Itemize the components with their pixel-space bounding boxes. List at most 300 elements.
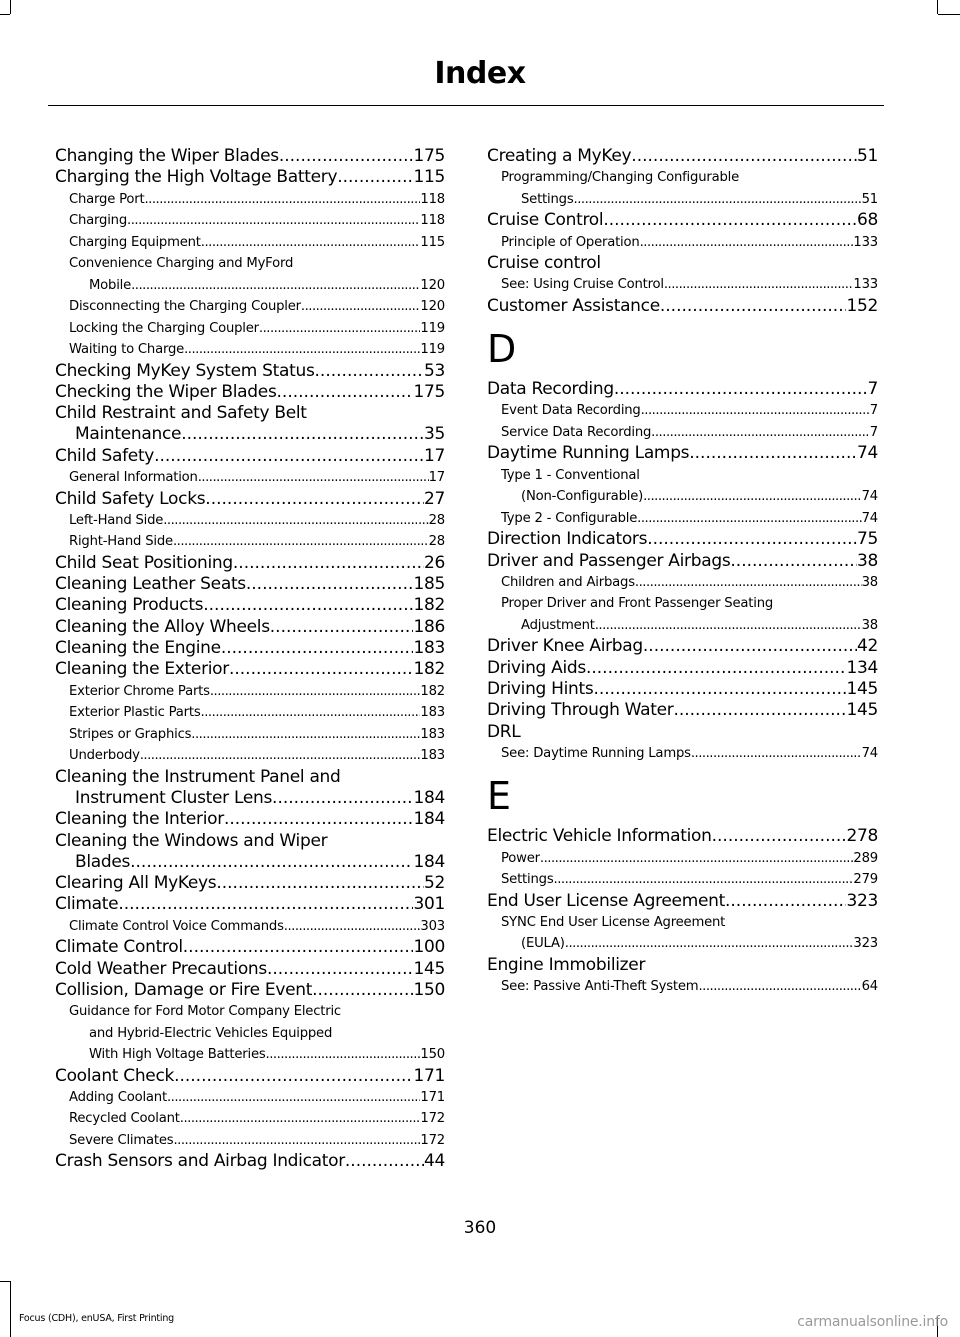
entry-row [69, 531, 445, 553]
index-entry[interactable] [55, 1151, 445, 1172]
page-ref[interactable]: 303 [420, 918, 445, 934]
index-entry[interactable] [55, 403, 445, 446]
dot-leader [337, 167, 413, 188]
index-subentry[interactable] [487, 232, 878, 254]
page-ref[interactable]: 145 [846, 678, 878, 699]
page-ref[interactable]: 118 [420, 213, 445, 229]
dot-leader [167, 1087, 420, 1109]
entry-text: Children and Airbags [501, 574, 635, 590]
entry-row [55, 894, 445, 915]
dot-leader [315, 361, 424, 382]
page-ref[interactable]: 100 [413, 937, 445, 958]
crop-mark-top-right [937, 0, 938, 14]
page-ref[interactable]: 182 [413, 659, 445, 680]
index-entry[interactable] [55, 1066, 445, 1087]
entry-text: Driver and Passenger Airbags [487, 550, 731, 571]
index-subentry[interactable] [487, 400, 878, 422]
entry-row [69, 296, 445, 318]
entry-text: Child Safety Locks [55, 488, 206, 509]
index-entry[interactable] [487, 658, 878, 679]
index-entry[interactable] [55, 446, 445, 467]
index-subentry[interactable] [55, 1087, 445, 1109]
entry-row [69, 210, 445, 232]
page-ref[interactable]: 152 [846, 295, 878, 316]
entry-text-line: Proper Driver and Front Passenger Seating [501, 596, 774, 612]
entry-text: End User License Agreement [487, 890, 725, 911]
entry-row [501, 743, 878, 765]
page-ref[interactable]: 183 [413, 638, 445, 659]
entry-row [487, 443, 878, 464]
entry-row [487, 658, 878, 679]
page-ref[interactable]: 150 [413, 979, 445, 1000]
entry-row [55, 361, 445, 382]
index-entry[interactable] [55, 937, 445, 958]
entry-text: Electric Vehicle Information [487, 826, 712, 847]
entry-text-line: Cleaning the Windows and Wiper [55, 830, 328, 851]
index-entry[interactable] [487, 379, 878, 400]
dot-leader [259, 318, 421, 340]
page-ref[interactable]: 119 [420, 320, 445, 336]
page-ref[interactable]: 133 [853, 277, 878, 293]
entry-text: Driving Aids [487, 657, 586, 678]
entry-row [55, 638, 445, 659]
page-ref[interactable]: 119 [420, 342, 445, 358]
index-subentry[interactable] [487, 743, 878, 765]
entry-row [501, 232, 878, 254]
dot-leader [163, 510, 428, 532]
dot-leader [140, 745, 421, 767]
page-ref[interactable]: 38 [861, 574, 878, 590]
index-subentry[interactable] [55, 189, 445, 211]
index-entry[interactable] [487, 296, 878, 317]
dot-leader [267, 959, 413, 980]
index-entry[interactable] [55, 595, 445, 616]
entry-text: Checking the Wiper Blades [55, 381, 277, 402]
dot-leader [565, 933, 854, 955]
entry-row [501, 508, 878, 530]
page-ref[interactable]: 279 [853, 872, 878, 888]
index-subentry[interactable] [55, 210, 445, 232]
entry-row [487, 826, 878, 847]
page-ref[interactable]: 28 [428, 534, 445, 550]
entry-text: Right-Hand Side [69, 534, 173, 550]
entry-text: Disconnecting the Charging Coupler [69, 299, 301, 315]
page-ref[interactable]: 171 [413, 1065, 445, 1086]
dot-leader [647, 529, 857, 550]
dot-leader [593, 679, 846, 700]
entry-text: Collision, Damage or Fire Event [55, 979, 313, 1000]
index-entry[interactable] [55, 894, 445, 915]
page-ref[interactable]: 150 [420, 1047, 445, 1063]
index-entry[interactable] [487, 826, 878, 847]
page-ref[interactable]: 323 [853, 936, 878, 952]
index-subentry[interactable] [55, 467, 445, 489]
entry-text: Settings [501, 872, 554, 888]
index-subentry[interactable] [55, 232, 445, 254]
index-subentry[interactable] [55, 1130, 445, 1152]
page-ref[interactable]: 172 [420, 1111, 445, 1127]
index-entry[interactable] [487, 146, 878, 167]
entry-row [487, 296, 878, 317]
entry-text: Climate [55, 894, 119, 915]
index-subentry[interactable] [487, 848, 878, 870]
index-subentry[interactable] [487, 912, 878, 955]
page-ref[interactable]: 171 [420, 1089, 445, 1105]
page-ref[interactable]: 145 [413, 958, 445, 979]
dot-leader [131, 275, 420, 297]
entry-text: Clearing All MyKeys [55, 873, 217, 894]
entry-text: Customer Assistance [487, 295, 660, 316]
dot-leader [198, 467, 429, 489]
page-ref[interactable]: 323 [846, 890, 878, 911]
index-subentry[interactable] [55, 1108, 445, 1130]
page-ref[interactable]: 74 [856, 443, 878, 464]
entry-row [55, 1151, 445, 1172]
entry-text: Left-Hand Side [69, 512, 164, 528]
entry-row [69, 275, 445, 297]
entry-row [501, 615, 878, 637]
page-ref[interactable]: 186 [413, 616, 445, 637]
index-entry[interactable] [55, 638, 445, 659]
dot-leader [691, 743, 862, 765]
page-ref[interactable]: 185 [413, 574, 445, 595]
entry-text: Charge Port [69, 191, 145, 207]
entry-text: Power [501, 850, 540, 866]
entry-text: Adjustment [521, 617, 595, 633]
page-ref[interactable]: 183 [420, 705, 445, 721]
entry-row [501, 189, 878, 211]
entry-text: Principle of Operation [501, 234, 640, 250]
entry-text: Cruise Control [487, 210, 604, 231]
page-ref[interactable]: 183 [420, 726, 445, 742]
page-ref[interactable]: 74 [861, 489, 878, 505]
entry-row [55, 553, 445, 574]
index-entry[interactable] [55, 146, 445, 167]
crop-mark-top-right-h [938, 14, 960, 15]
dot-leader [173, 531, 429, 553]
index-subentry[interactable] [55, 253, 445, 296]
dot-leader [201, 232, 421, 254]
entry-row [69, 916, 445, 938]
index-entry[interactable] [55, 959, 445, 980]
entry-text-line: Guidance for Ford Motor Company Electric [69, 1004, 341, 1020]
entry-text-line: and Hybrid-Electric Vehicles Equipped [89, 1025, 333, 1041]
page-ref[interactable]: 172 [420, 1132, 445, 1148]
entry-text: Charging Equipment [69, 234, 201, 250]
index-subentry[interactable] [487, 508, 878, 530]
dot-leader [660, 296, 847, 317]
entry-text: With High Voltage Batteries [89, 1047, 266, 1063]
dot-leader [266, 1044, 421, 1066]
page-ref[interactable]: 278 [846, 826, 878, 847]
dot-leader [574, 189, 862, 211]
page-ref[interactable]: 115 [420, 234, 445, 250]
dot-leader [664, 274, 854, 296]
page-ref[interactable]: 74 [861, 745, 878, 761]
entry-row [487, 210, 878, 231]
index-subentry[interactable] [55, 681, 445, 703]
dot-leader [673, 700, 846, 721]
page-ref[interactable]: 120 [420, 299, 445, 315]
dot-leader [643, 486, 862, 508]
page-ref[interactable]: 145 [846, 700, 878, 721]
page-ref[interactable]: 184 [413, 787, 445, 808]
entry-text: Adding Coolant [69, 1089, 167, 1105]
page-ref[interactable]: 17 [428, 470, 445, 486]
dot-leader [277, 382, 414, 403]
entry-row [55, 1066, 445, 1087]
index-entry[interactable] [55, 574, 445, 595]
index-entry[interactable] [487, 636, 878, 657]
page-ref[interactable]: 134 [846, 657, 878, 678]
page-ref[interactable]: 184 [413, 851, 445, 872]
dot-leader [730, 551, 857, 572]
entry-text: Checking MyKey System Status [55, 360, 315, 381]
page-ref[interactable]: 27 [423, 488, 445, 509]
page-ref[interactable]: 51 [856, 146, 878, 166]
index-subentry[interactable] [487, 167, 878, 210]
index-entry[interactable] [55, 489, 445, 510]
page-ref[interactable]: 68 [856, 210, 878, 231]
dot-leader [651, 422, 870, 444]
dot-leader [640, 232, 854, 254]
index-subentry[interactable] [55, 510, 445, 532]
page-title: Index [434, 56, 526, 91]
index-subentry[interactable] [55, 916, 445, 938]
index-entry[interactable] [55, 873, 445, 894]
dot-leader [144, 189, 420, 211]
index-subentry[interactable] [55, 745, 445, 767]
entry-row [487, 146, 878, 167]
page-ref[interactable]: 44 [423, 1151, 445, 1172]
entry-text: See: Daytime Running Lamps [501, 745, 691, 761]
entry-row [501, 486, 878, 508]
entry-text: Changing the Wiper Blades [55, 146, 279, 166]
entry-row [501, 848, 878, 870]
index-entry[interactable] [55, 361, 445, 382]
index-subentry[interactable] [55, 318, 445, 340]
entry-text: Cleaning Products [55, 595, 204, 616]
page-ref[interactable]: 75 [856, 529, 878, 550]
entry-row [55, 959, 445, 980]
index-entry[interactable] [487, 529, 878, 550]
page-ref[interactable]: 7 [869, 424, 878, 440]
index-heading: Cruise control [487, 253, 601, 274]
entry-text: Stripes or Graphics [69, 726, 192, 742]
entry-row [69, 702, 445, 724]
dot-leader [603, 210, 857, 231]
entry-row [55, 167, 445, 188]
index-entry[interactable] [55, 382, 445, 403]
entry-text: Exterior Plastic Parts [69, 705, 201, 721]
dot-leader [270, 617, 414, 638]
index-entry[interactable] [55, 659, 445, 680]
entry-row [55, 809, 445, 830]
index-subentry[interactable] [487, 572, 878, 594]
index-entry[interactable] [55, 809, 445, 830]
index-entry[interactable] [55, 831, 445, 874]
page-ref[interactable]: 17 [423, 445, 445, 466]
index-entry[interactable] [487, 700, 878, 721]
index-subentry[interactable] [55, 339, 445, 361]
crop-mark-top-left [10, 0, 11, 14]
dot-leader [191, 724, 420, 746]
index-entry[interactable] [487, 551, 878, 572]
dot-leader [301, 296, 421, 318]
page-ref[interactable]: 120 [420, 277, 445, 293]
index-column-right [487, 146, 878, 998]
entry-row [501, 274, 878, 296]
entry-row [69, 1130, 445, 1152]
dot-leader [224, 809, 413, 830]
dot-leader [154, 446, 424, 467]
dot-leader [643, 636, 857, 657]
index-subentry[interactable] [487, 422, 878, 444]
entry-text: Creating a MyKey [487, 146, 632, 166]
index-entry[interactable] [487, 679, 878, 700]
entry-row [55, 937, 445, 958]
index-heading: Engine Immobilizer [487, 954, 646, 975]
dot-leader [118, 894, 413, 915]
entry-row [69, 745, 445, 767]
page-ref[interactable]: 52 [423, 873, 445, 894]
page-ref[interactable]: 26 [423, 552, 445, 573]
entry-row [487, 529, 878, 550]
entry-row [487, 700, 878, 721]
page-ref[interactable]: 133 [853, 234, 878, 250]
index-entry[interactable] [487, 210, 878, 231]
entry-text: Driving Hints [487, 678, 594, 699]
entry-text: Cleaning the Exterior [55, 659, 229, 680]
page-ref[interactable]: 51 [861, 191, 878, 207]
page-ref[interactable]: 38 [861, 617, 878, 633]
entry-text: See: Using Cruise Control [501, 277, 664, 293]
crop-mark-top-left-h [0, 14, 10, 15]
entry-text: Charging the High Voltage Battery [55, 167, 338, 188]
dot-leader [312, 980, 413, 1001]
index-subentry[interactable] [55, 702, 445, 724]
entry-text: Crash Sensors and Airbag Indicator [55, 1151, 345, 1172]
index-subentry[interactable] [487, 869, 878, 891]
entry-row [55, 617, 445, 638]
page-ref[interactable]: 7 [869, 403, 878, 419]
index-entry[interactable] [55, 167, 445, 188]
dot-leader [641, 400, 870, 422]
page-ref[interactable]: 53 [423, 360, 445, 381]
index-subentry[interactable] [487, 274, 878, 296]
page-ref[interactable]: 182 [413, 595, 445, 616]
page-number: 360 [463, 1218, 497, 1238]
entry-row [501, 400, 878, 422]
dot-leader [614, 379, 868, 400]
entry-text: Child Seat Positioning [55, 552, 233, 573]
entry-row [55, 852, 445, 873]
index-subentry[interactable] [487, 976, 878, 998]
index-entry[interactable] [55, 617, 445, 638]
dot-leader [229, 659, 413, 680]
entry-text: Coolant Check [55, 1065, 175, 1086]
page-ref[interactable]: 64 [861, 979, 878, 995]
page-ref[interactable]: 175 [413, 381, 445, 402]
index-subentry[interactable] [55, 1001, 445, 1066]
dot-leader [279, 146, 414, 167]
dot-leader [180, 1108, 421, 1130]
page-ref[interactable]: 115 [413, 167, 445, 188]
entry-row [501, 976, 878, 998]
entry-row [55, 489, 445, 510]
entry-row [501, 422, 878, 444]
entry-row [55, 424, 445, 445]
dot-leader [712, 826, 847, 847]
dot-leader [221, 638, 414, 659]
index-subentry[interactable] [487, 593, 878, 636]
entry-row [487, 551, 878, 572]
entry-row [501, 869, 878, 891]
entry-text: Cleaning Leather Seats [55, 574, 246, 595]
page-ref[interactable]: 301 [413, 894, 445, 915]
page-ref[interactable]: 42 [856, 636, 878, 657]
publication-info: Focus (CDH), enUSA, First Printing [19, 1313, 175, 1324]
entry-text-line: Programming/Changing Configurable [501, 170, 740, 186]
entry-text: Mobile [89, 277, 132, 293]
entry-text: Child Safety [55, 445, 155, 466]
page-ref[interactable]: 74 [861, 510, 878, 526]
index-subentry[interactable] [55, 531, 445, 553]
page-ref[interactable]: 7 [867, 379, 878, 400]
entry-text: Underbody [69, 748, 140, 764]
entry-row [55, 788, 445, 809]
page-ref[interactable]: 182 [420, 683, 445, 699]
dot-leader [130, 852, 413, 873]
index-entry[interactable] [55, 553, 445, 574]
index-entry[interactable] [487, 443, 878, 464]
page-ref[interactable]: 28 [428, 512, 445, 528]
entry-text: See: Passive Anti-Theft System [501, 979, 699, 995]
entry-row [69, 189, 445, 211]
index-entry[interactable] [55, 767, 445, 810]
index-subentry[interactable] [55, 724, 445, 746]
section-letter: E [487, 774, 512, 819]
page-ref[interactable]: 38 [856, 550, 878, 571]
entry-text: Maintenance [75, 424, 182, 445]
index-subentry[interactable] [487, 465, 878, 508]
index-entry[interactable] [487, 891, 878, 912]
page-ref[interactable]: 183 [420, 748, 445, 764]
entry-row [487, 636, 878, 657]
page-ref[interactable]: 35 [423, 424, 445, 445]
dot-leader [284, 916, 421, 938]
page-ref[interactable]: 118 [420, 191, 445, 207]
entry-row [487, 891, 878, 912]
entry-text: Exterior Chrome Parts [69, 683, 210, 699]
entry-text: Cold Weather Precautions [55, 958, 267, 979]
entry-row [69, 318, 445, 340]
page-ref[interactable]: 184 [413, 809, 445, 830]
entry-text: Direction Indicators [487, 529, 648, 550]
index-entry[interactable] [55, 980, 445, 1001]
entry-text: Type 2 - Configurable [501, 510, 638, 526]
entry-row [55, 980, 445, 1001]
index-subentry[interactable] [55, 296, 445, 318]
dot-leader [173, 1130, 420, 1152]
page-ref[interactable]: 289 [853, 850, 878, 866]
entry-text: General Information [69, 470, 198, 486]
entry-row [487, 379, 878, 400]
page-ref[interactable]: 175 [413, 146, 445, 166]
entry-row [55, 659, 445, 680]
dot-leader [540, 848, 854, 870]
entry-text: Service Data Recording [501, 424, 652, 440]
